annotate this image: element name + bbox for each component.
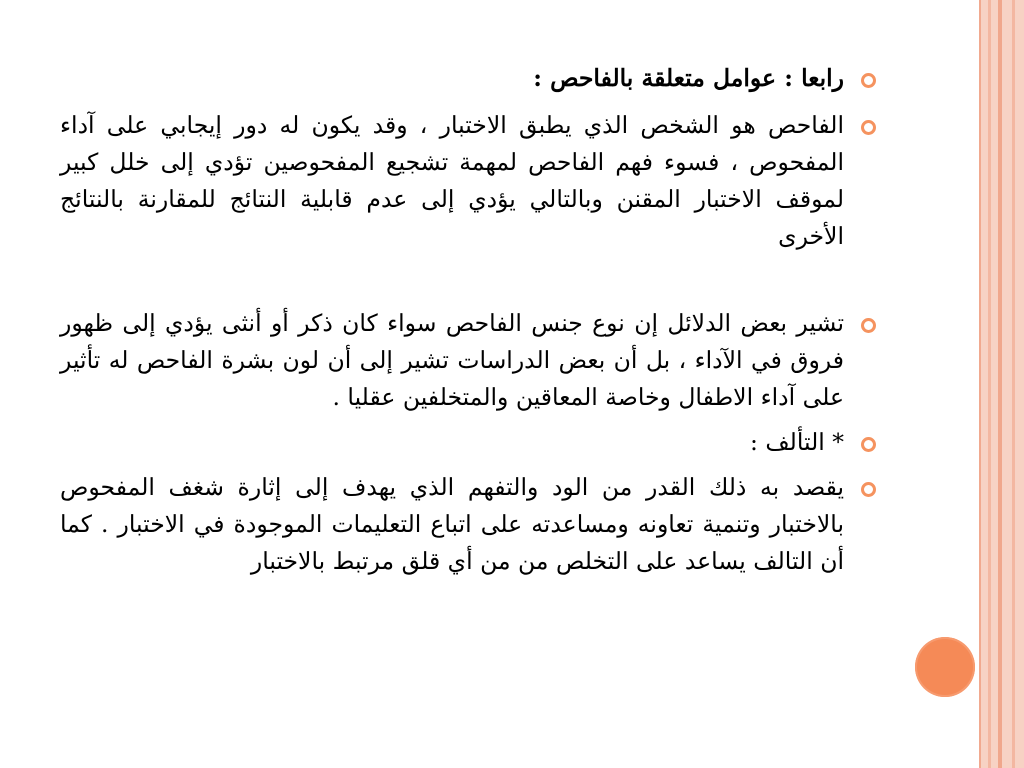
bullet-icon: [861, 120, 876, 135]
paragraph-text: تشير بعض الدلائل إن نوع جنس الفاحص سواء كان ذكر أو أنثى يؤدي إلى ظهور فروق في الآداء ، بل أن بعض الدراسات تشير إلى أن لون بشرة الفاحص له تأثير على آداء الاطفال وخاصة المعاقين والمتخلفين عقليا .: [60, 309, 844, 411]
paragraph-text: * التألف :: [749, 428, 844, 456]
bullet-heading-examiner-factors: [60, 60, 880, 97]
bullet-paragraph-rapport-definition: [60, 469, 880, 580]
border-stripe: [1012, 0, 1015, 768]
bullet-paragraph-examiner-definition: [60, 107, 880, 255]
bullet-icon: [861, 437, 876, 452]
right-border-decoration: [980, 0, 1024, 768]
border-stripe: [988, 0, 991, 768]
border-stripe: [998, 0, 1002, 768]
bullet-icon: [861, 318, 876, 333]
bullet-paragraph-examiner-gender: [60, 305, 880, 416]
bullet-heading-rapport: [60, 424, 880, 461]
border-stripe: [979, 0, 981, 768]
paragraph-text: يقصد به ذلك القدر من الود والتفهم الذي يهدف إلى إثارة شغف المفحوص بالاختبار وتنمية تعاونه ومساعدته على اتباع التعليمات الموجودة في الاختبار . كما أن التالف يساعد على التخلص من من أي قلق مرتبط بالاختبار: [60, 473, 844, 575]
paragraph-text: الفاحص هو الشخص الذي يطبق الاختبار ، وقد يكون له دور إيجابي على آداء المفحوص ، فسوء فهم الفاحص لمهمة تشجيع المفحوصين تؤدي إلى خلل كبير لموقف الاختبار المقنن وبالتالي يؤدي إلى عدم قابلية النتائج للمقارنة بالنتائج الأخرى: [60, 111, 844, 250]
bullet-icon: [861, 482, 876, 497]
slide-content: [60, 56, 880, 580]
paragraph-text: رابعا : عوامل متعلقة بالفاحص :: [533, 64, 844, 92]
decorative-circle: [915, 637, 975, 697]
bullet-icon: [861, 73, 876, 88]
